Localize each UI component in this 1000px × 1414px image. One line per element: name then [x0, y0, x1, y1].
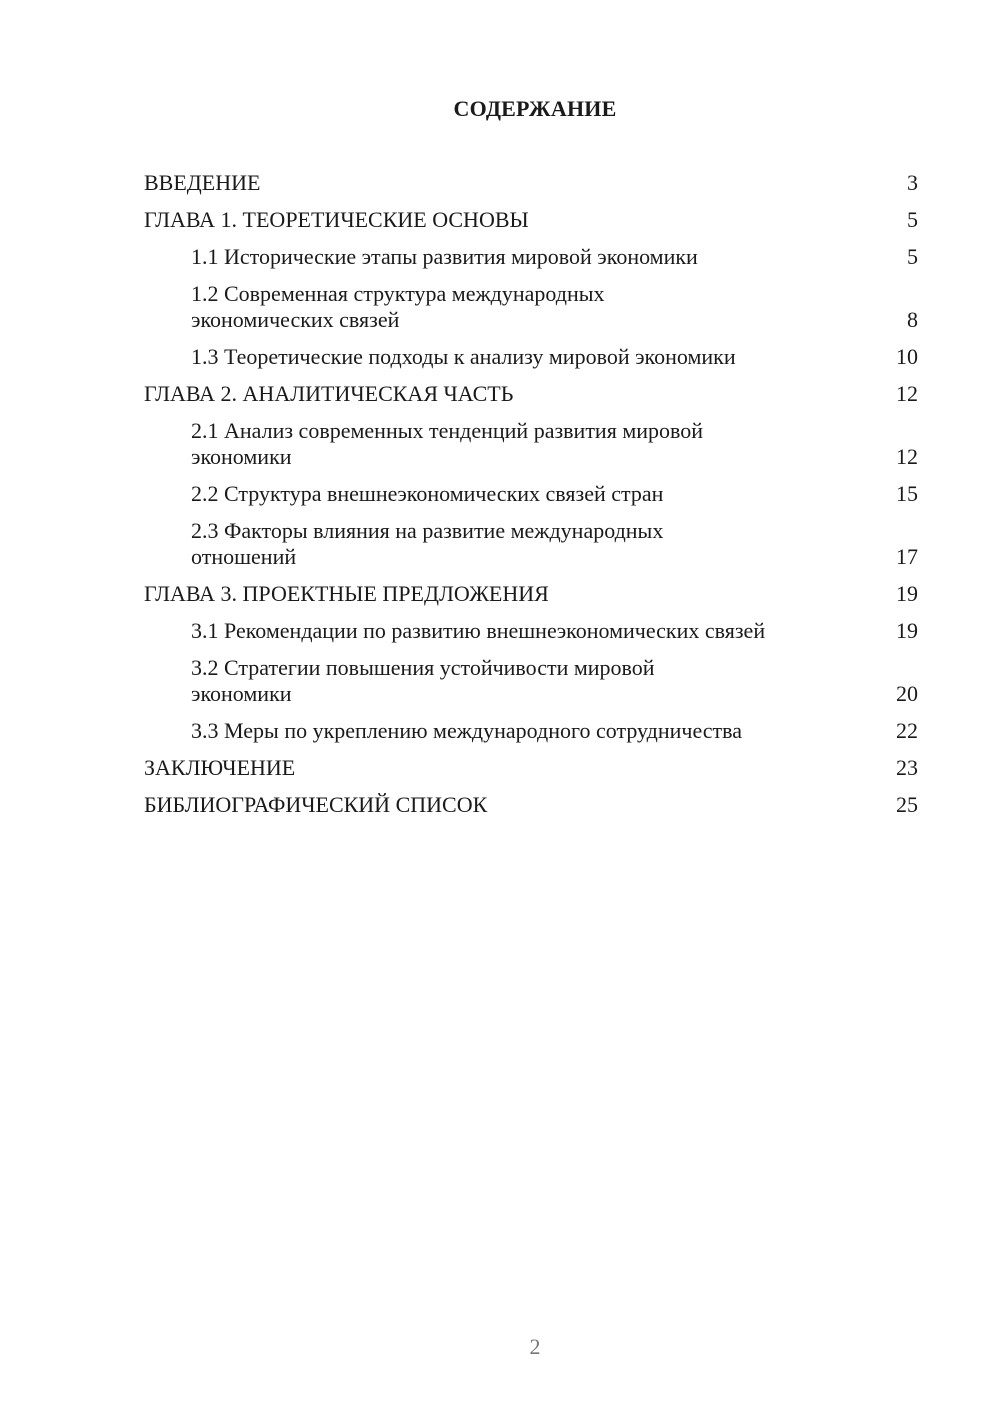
toc-entry-section-3-3[interactable] [144, 718, 918, 744]
toc-entry-page: 23 [896, 755, 918, 780]
page-number: 2 [529, 1334, 541, 1359]
toc-entry-page: 12 [896, 381, 918, 406]
toc-entry-section-2-1[interactable] [144, 418, 918, 470]
page-title: СОДЕРЖАНИЕ [453, 96, 617, 121]
toc-entry-section-2-3[interactable] [144, 518, 918, 570]
toc-entry-page: 17 [896, 544, 918, 569]
toc-entry-page: 19 [896, 581, 918, 606]
toc-entry-section-1-1[interactable] [144, 244, 918, 270]
toc-entry-page: 5 [907, 207, 918, 232]
toc-entry-page: 20 [896, 681, 918, 706]
toc-entry-section-1-3[interactable] [144, 344, 918, 370]
toc-entry-section-2-2[interactable] [144, 481, 918, 507]
toc-entry-section-1-2[interactable] [144, 281, 918, 333]
toc-entry-chapter-1[interactable] [144, 207, 918, 233]
toc-entry-page: 8 [907, 307, 918, 332]
toc-entry-page: 12 [896, 444, 918, 469]
toc-entry-text: 1.2 Современная структура международных экономических связей [191, 281, 605, 332]
toc-entry-section-3-2[interactable] [144, 655, 918, 707]
toc-entry-page: 22 [896, 718, 918, 743]
toc-entry-text: 3.1 Рекомендации по развитию внешнеэкономических связей [191, 618, 766, 643]
toc-entry-chapter-3[interactable] [144, 581, 918, 607]
table-of-contents [144, 170, 918, 829]
toc-entry-page: 5 [907, 244, 918, 269]
toc-entry-text: 3.3 Меры по укреплению международного сотрудничества [191, 718, 743, 743]
toc-entry-page: 15 [896, 481, 918, 506]
toc-entry-text: ВВЕДЕНИЕ [144, 170, 261, 195]
toc-entry-page: 10 [896, 344, 918, 369]
toc-entry-text: 2.3 Факторы влияния на развитие международных отношений [191, 518, 664, 569]
toc-entry-text: ГЛАВА 3. ПРОЕКТНЫЕ ПРЕДЛОЖЕНИЯ [144, 581, 549, 606]
toc-entry-text: 1.3 Теоретические подходы к анализу мировой экономики [191, 344, 736, 369]
toc-entry-text: 1.1 Исторические этапы развития мировой экономики [191, 244, 698, 269]
toc-entry-page: 19 [896, 618, 918, 643]
toc-entry-text: ГЛАВА 1. ТЕОРЕТИЧЕСКИЕ ОСНОВЫ [144, 207, 529, 232]
toc-entry-text: 2.2 Структура внешнеэкономических связей стран [191, 481, 664, 506]
toc-entry-text: 2.1 Анализ современных тенденций развития мировой экономики [191, 418, 704, 469]
toc-entry-bibliography[interactable] [144, 792, 918, 818]
toc-entry-section-3-1[interactable] [144, 618, 918, 644]
toc-entry-text: 3.2 Стратегии повышения устойчивости мировой экономики [191, 655, 655, 706]
toc-entry-chapter-2[interactable] [144, 381, 918, 407]
toc-entry-page: 3 [907, 170, 918, 195]
toc-entry-text: ЗАКЛЮЧЕНИЕ [144, 755, 296, 780]
toc-entry-introduction[interactable] [144, 170, 918, 196]
toc-entry-text: БИБЛИОГРАФИЧЕСКИЙ СПИСОК [144, 792, 488, 817]
toc-entry-conclusion[interactable] [144, 755, 918, 781]
toc-entry-page: 25 [896, 792, 918, 817]
toc-entry-text: ГЛАВА 2. АНАЛИТИЧЕСКАЯ ЧАСТЬ [144, 381, 514, 406]
